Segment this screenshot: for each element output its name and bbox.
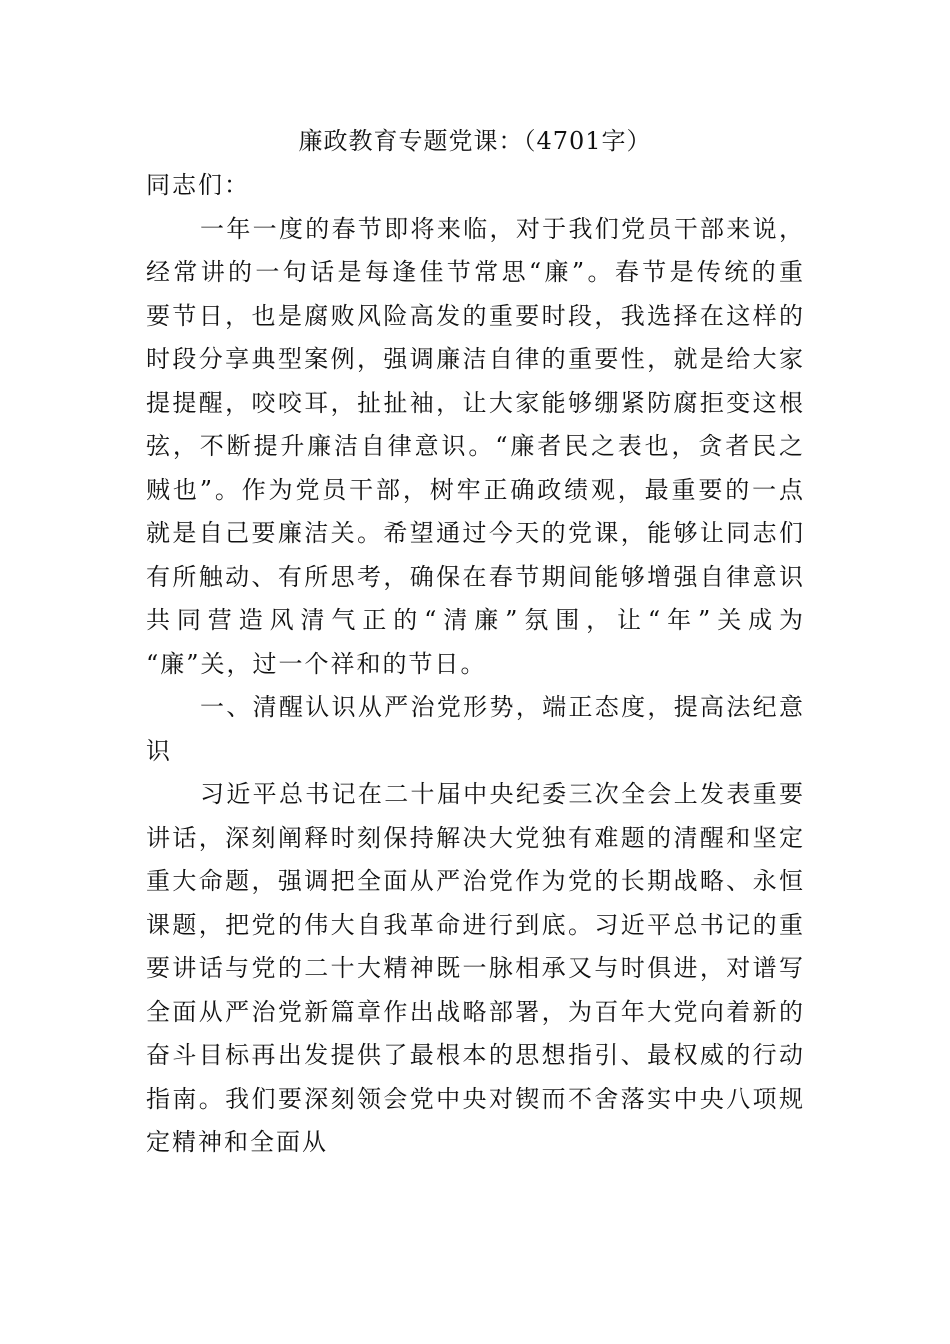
paragraph-line: 指南。我们要深刻领会党中央对锲而不舍落实中央八项规 (146, 1084, 803, 1113)
paragraph-line: 习近平总书记在二十届中央纪委三次全会上发表重要 (200, 780, 803, 808)
paragraph-line: 一、清醒认识从严治党形势，端正态度，提高法纪意 (200, 693, 803, 721)
paragraph-line: 有所触动、有所思考，确保在春节期间能够增强自律意识 (146, 562, 803, 591)
paragraph-line: 定精神和全面从 (146, 1128, 328, 1156)
paragraph-line: 共同营造风清气正的“清廉”氛围，让“年”关成为 (146, 606, 803, 634)
paragraph-line: 全面从严治党新篇章作出战略部署，为百年大党向着新的 (146, 997, 803, 1026)
paragraph-line: 要节日，也是腐败风险高发的重要时段，我选择在这样的 (146, 301, 803, 330)
paragraph-line: 一年一度的春节即将来临，对于我们党员干部来说， (200, 214, 803, 243)
paragraph-line: 贼也”。作为党员干部，树牢正确政绩观，最重要的一点 (146, 475, 803, 504)
paragraph-line: 识 (146, 736, 172, 765)
paragraph (146, 773, 803, 1165)
paragraph-line: 课题，把党的伟大自我革命进行到底。习近平总书记的重 (146, 910, 803, 939)
document-title: 廉政教育专题党课：（4701字） (298, 127, 652, 155)
paragraph-line: 经常讲的一句话是每逢佳节常思“廉”。春节是传统的重 (146, 258, 803, 286)
paragraph-line: “廉”关，过一个祥和的节日。 (146, 649, 487, 678)
salutation: 同志们： (146, 171, 250, 199)
paragraph-line: 就是自己要廉洁关。希望通过今天的党课，能够让同志们 (146, 519, 803, 547)
document-body (146, 164, 803, 1165)
paragraph-line: 奋斗目标再出发提供了最根本的思想指引、最权威的行动 (146, 1041, 803, 1069)
paragraph-line: 弦，不断提升廉洁自律意识。“廉者民之表也，贪者民之 (146, 432, 803, 460)
paragraph-line: 讲话，深刻阐释时刻保持解决大党独有难题的清醒和坚定 (146, 823, 803, 852)
paragraph-line: 提提醒，咬咬耳，扯扯袖，让大家能够绷紧防腐拒变这根 (146, 388, 803, 417)
paragraph-line: 要讲话与党的二十大精神既一脉相承又与时俱进，对谱写 (146, 954, 803, 982)
paragraph-line: 时段分享典型案例，强调廉洁自律的重要性，就是给大家 (146, 345, 803, 373)
paragraph (146, 208, 803, 687)
paragraph-line: 重大命题，强调把全面从严治党作为党的长期战略、永恒 (146, 867, 803, 895)
paragraph (146, 686, 803, 773)
